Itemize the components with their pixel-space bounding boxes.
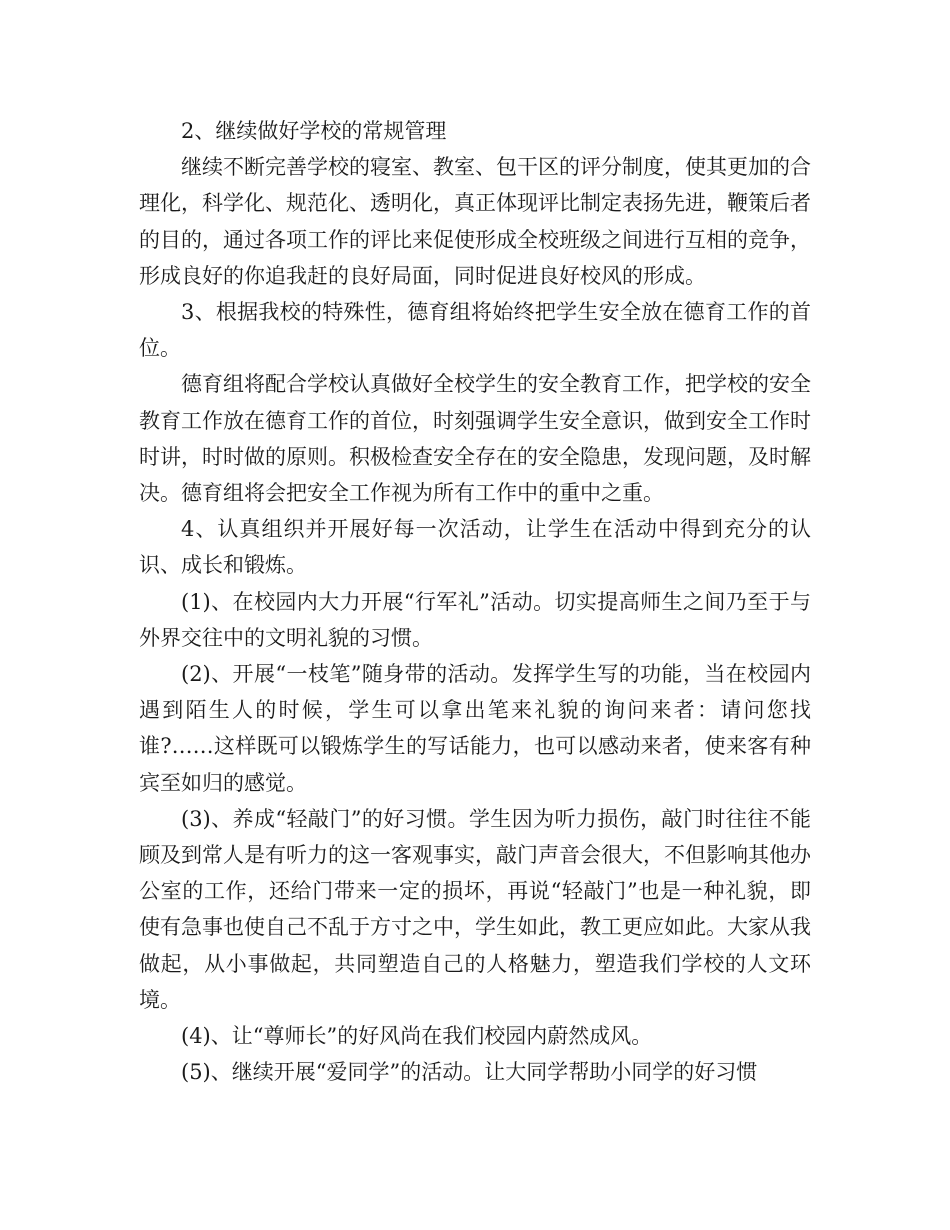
- paragraph-scoring-system: 继续不断完善学校的寝室、教室、包干区的评分制度，使其更加的合理化，科学化、规范化、透明化，真正体现评比制定表扬先进，鞭策后者的目的，通过各项工作的评比来促使形成全校班级之间进行互相的竞争，形成良好的你追我赶的良好局面，同时促进良好校风的形成。: [139, 155, 811, 288]
- list-item-respect-teachers: (4)、让“尊师长”的好风尚在我们校园内蔚然成风。: [181, 1024, 653, 1049]
- paragraph-safety-education: 德育组将配合学校认真做好全校学生的安全教育工作，把学校的安全教育工作放在德育工作的首位，时刻强调学生安全意识，做到安全工作时时讲，时时做的原则。积极检查安全存在的安全隐患，发现问题，及时解决。德育组将会把安全工作视为所有工作中的重中之重。: [139, 372, 811, 506]
- list-item-salute: (1)、在校园内大力开展“行军礼”活动。切实提高师生之间乃至于与外界交往中的文明礼貌的习惯。: [139, 589, 811, 650]
- section-heading-activities: 4、认真组织并开展好每一次活动，让学生在活动中得到充分的认识、成长和锻炼。: [139, 517, 811, 578]
- list-item-care-classmates: (5)、继续开展“爱同学”的活动。让大同学帮助小同学的好习惯: [181, 1060, 758, 1085]
- section-heading-safety-first: 3、根据我校的特殊性，德育组将始终把学生安全放在德育工作的首位。: [139, 300, 811, 361]
- list-item-knock-gently: (3)、养成“轻敲门”的好习惯。学生因为听力损伤，敲门时往往不能顾及到常人是有听力的这一客观事实，敲门声音会很大，不但影响其他办公室的工作，还给门带来一定的损坏，再说“轻敲门”也是一种礼貌，即使有急事也使自己不乱于方寸之中，学生如此，教工更应如此。大家从我做起，从小事做起，共同塑造自己的人格魅力，塑造我们学校的人文环境。: [139, 806, 811, 1012]
- section-heading-routine-management: 2、继续做好学校的常规管理: [181, 119, 447, 143]
- list-item-pen: (2)、开展“一枝笔”随身带的活动。发挥学生写的功能，当在校园内遇到陌生人的时候，学生可以拿出笔来礼貌的询问来者：请问您找谁?……这样既可以锻炼学生的写话能力，也可以感动来者，使来客有种宾至如归的感觉。: [139, 662, 811, 795]
- document-body: [139, 113, 811, 1090]
